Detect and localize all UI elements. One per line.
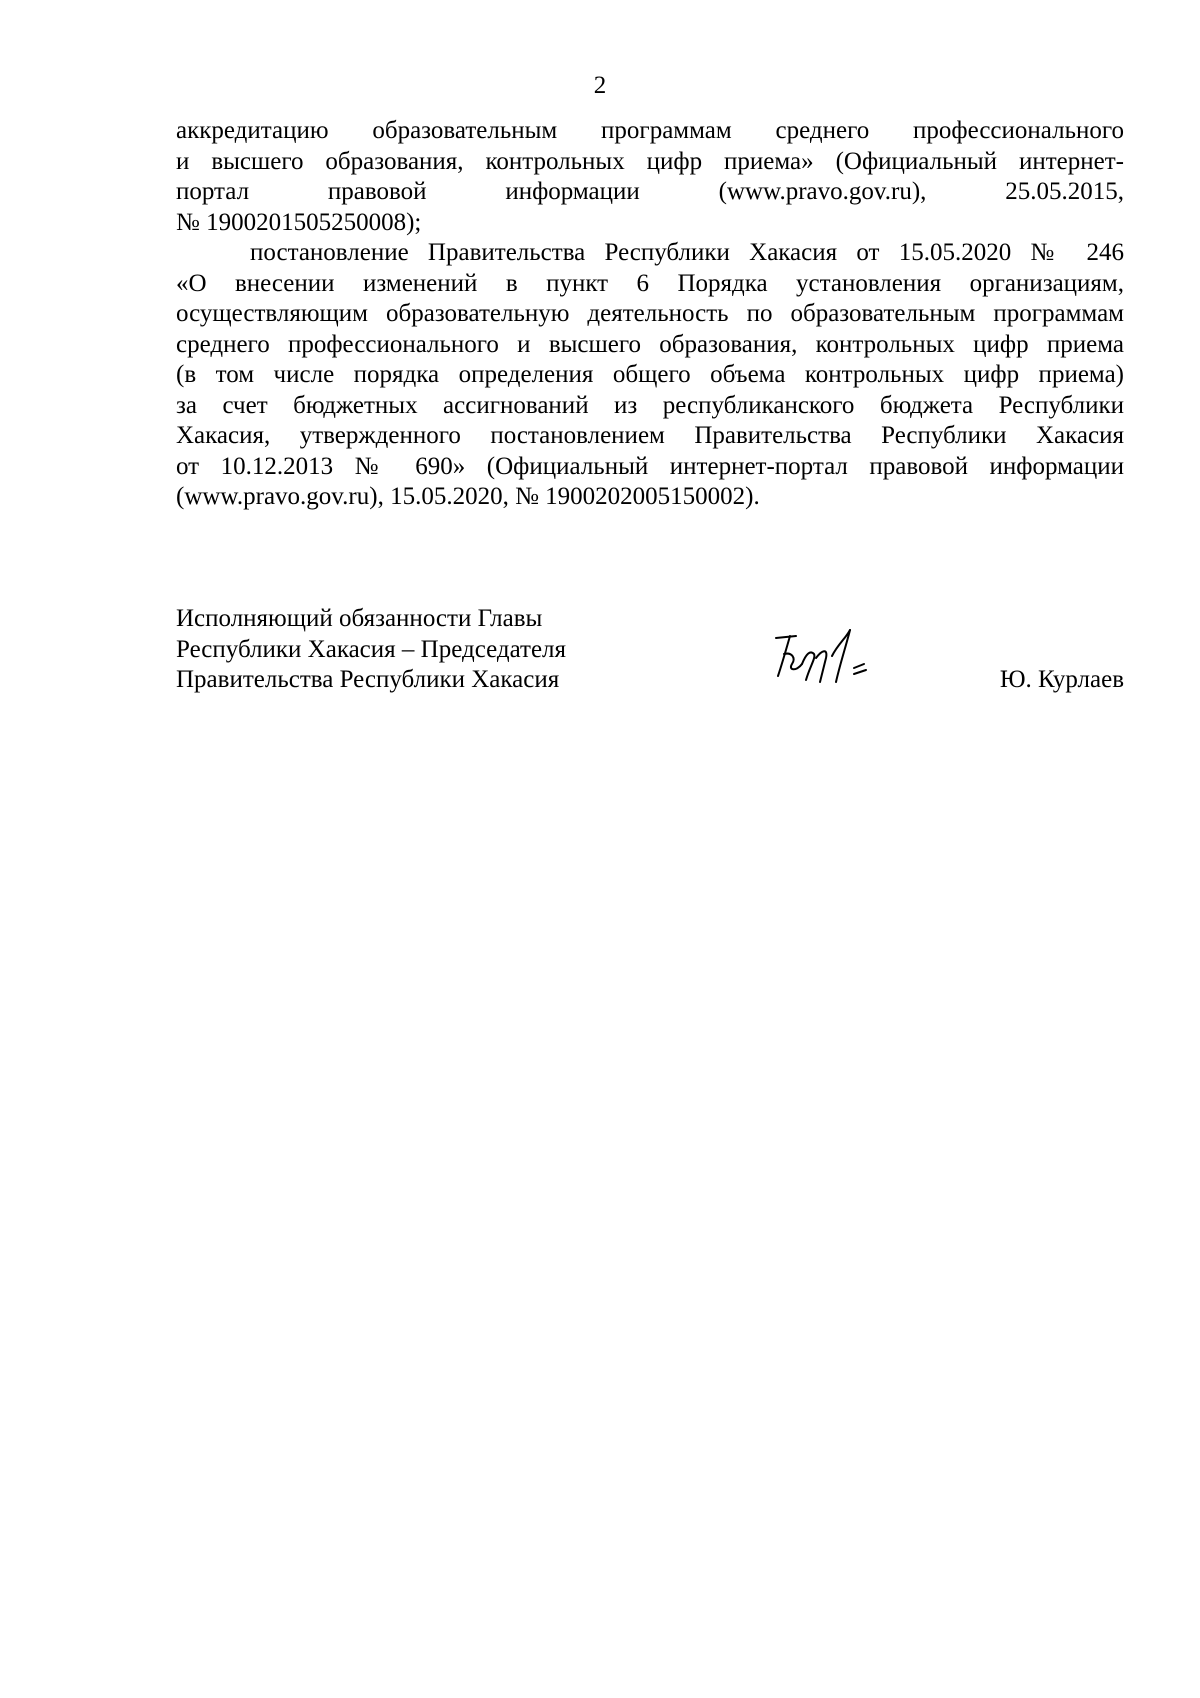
text-line: осуществляющим образовательную деятельность по образовательным программам (176, 300, 1124, 327)
text-line: от 10.12.2013 № 690» (Официальный интернет-портал правовой информации (176, 452, 1124, 480)
signatory-title-line: Исполняющий обязанности Главы (176, 605, 543, 632)
text-line: за счет бюджетных ассигнований из республиканского бюджета Республики (176, 391, 1124, 419)
text-line: Хакасия, утвержденного постановлением Правительства Республики Хакасия (176, 422, 1124, 449)
signatory-title (176, 604, 566, 696)
document-body (176, 116, 1124, 513)
page-number: 2 (593, 72, 607, 99)
signatory-title-line: Республики Хакасия – Председателя (176, 635, 567, 663)
signature-block (176, 604, 1124, 714)
handwritten-signature (766, 624, 886, 686)
text-line: среднего профессионального и высшего образования, контрольных цифр приема (176, 330, 1124, 358)
paragraph-continuation (176, 116, 1124, 238)
text-line: портал правовой информации (www.pravo.gov.ru), 25.05.2015, (176, 178, 1124, 205)
text-line: аккредитацию образовательным программам среднего профессионального (176, 117, 1124, 144)
text-line: постановление Правительства Республики Хакасия от 15.05.2020 № 246 (250, 239, 1124, 266)
text-line: и высшего образования, контрольных цифр приема» (Официальный интернет- (176, 147, 1124, 175)
text-line: (в том числе порядка определения общего объема контрольных цифр приема) (176, 361, 1124, 388)
text-line: № 1900201505250008); (176, 208, 422, 236)
text-line: «О внесении изменений в пункт 6 Порядка установления организациям, (176, 269, 1124, 297)
paragraph-resolution (176, 238, 1124, 513)
signatory-title-line: Правительства Республики Хакасия (176, 666, 560, 693)
text-line: (www.pravo.gov.ru), 15.05.2020, № 1900202005150002). (176, 483, 760, 510)
signatory-name: Ю. Курлаев (999, 666, 1124, 693)
